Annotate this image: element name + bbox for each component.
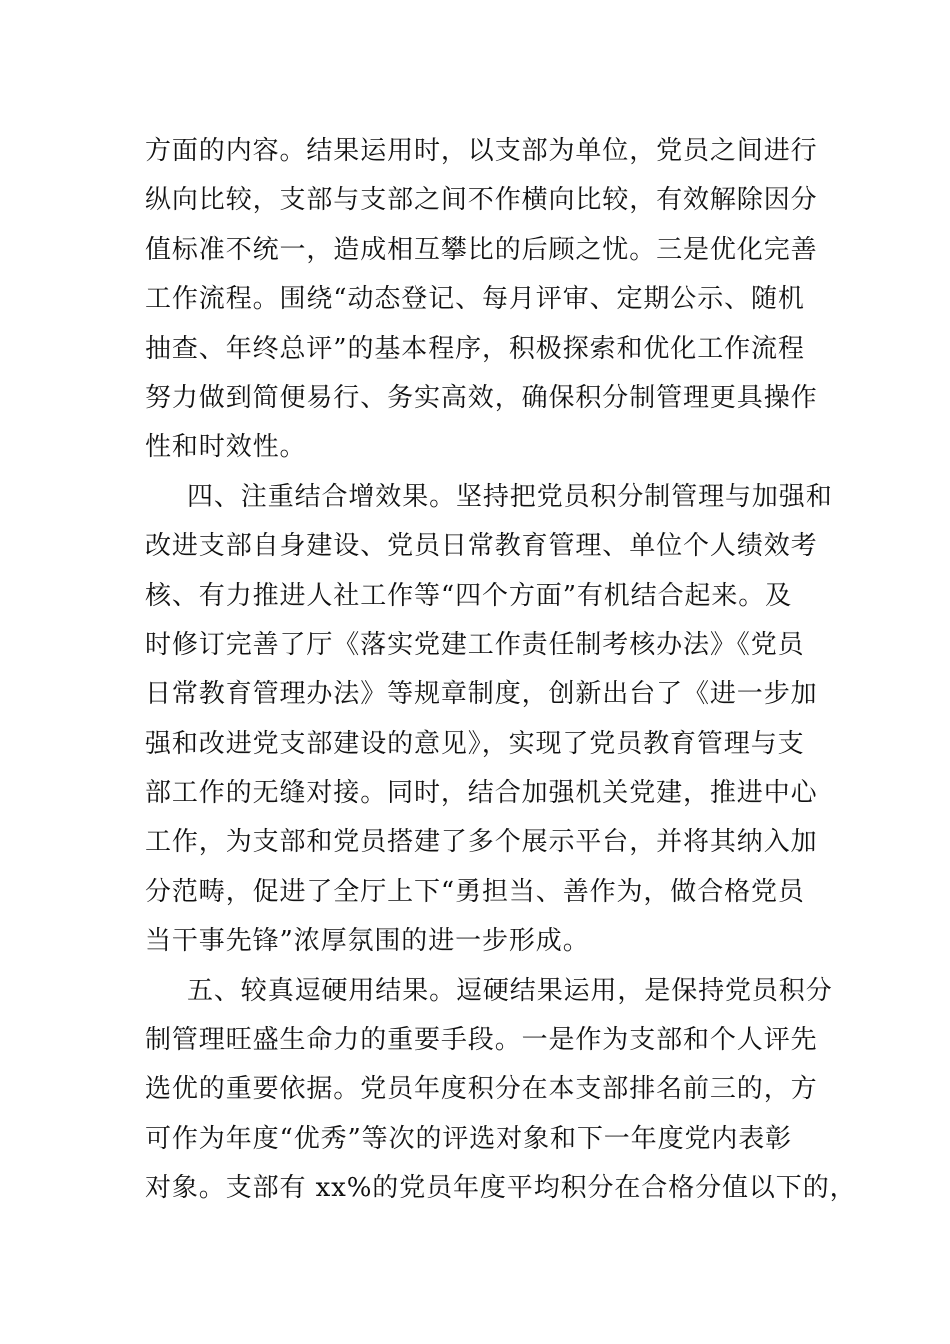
text-line: 性和时效性。 bbox=[145, 432, 307, 463]
text-line: 时修订完善了厅《落实党建工作责任制考核办法》《党员 bbox=[145, 629, 805, 660]
text-line: 方面的内容。结果运用时，以支部为单位，党员之间进行 bbox=[145, 136, 818, 166]
text-line: 纵向比较，支部与支部之间不作横向比较，有效解除因分 bbox=[145, 185, 818, 216]
text-line: 日常教育管理办法》等规章制度，创新出台了《进一步加 bbox=[145, 679, 818, 710]
text-line: 强和改进党支部建设的意见》，实现了党员教育管理与支 bbox=[145, 728, 805, 759]
text-line: 当干事先锋”浓厚氛围的进一步形成。 bbox=[145, 926, 590, 957]
paragraph-heading-five: 五、较真逗硬用结果。逗硬结果运用，是保持党员积分 bbox=[187, 975, 833, 1006]
text-line: 选优的重要依据。党员年度积分在本支部排名前三的，方 bbox=[145, 1074, 818, 1105]
text-line: 工作，为支部和党员搭建了多个展示平台，并将其纳入加 bbox=[145, 827, 818, 858]
text-line: 抽查、年终总评”的基本程序，积极探索和优化工作流程 bbox=[145, 333, 805, 364]
text-line: 核、有力推进人社工作等“四个方面”有机结合起来。及 bbox=[145, 580, 793, 611]
text-line: 改进支部自身建设、党员日常教育管理、单位个人绩效考 bbox=[145, 531, 818, 562]
document-body bbox=[145, 127, 857, 1214]
text-line: 可作为年度“优秀”等次的评选对象和下一年度党内表彰 bbox=[145, 1123, 793, 1154]
text-line: 部工作的无缝对接。同时，结合加强机关党建，推进中心 bbox=[145, 778, 818, 809]
text-line: 努力做到简便易行、务实高效，确保积分制管理更具操作 bbox=[145, 382, 818, 413]
text-line: 对象。支部有 xx%的党员年度平均积分在合格分值以下的， bbox=[145, 1173, 857, 1204]
text-line: 工作流程。围绕“动态登记、每月评审、定期公示、随机 bbox=[145, 284, 805, 315]
paragraph-heading-four: 四、注重结合增效果。坚持把党员积分制管理与加强和 bbox=[187, 481, 833, 512]
text-line: 值标准不统一，造成相互攀比的后顾之忧。三是优化完善 bbox=[145, 234, 818, 265]
text-line: 分范畴，促进了全厅上下“勇担当、善作为，做合格党员 bbox=[145, 876, 805, 907]
text-line: 制管理旺盛生命力的重要手段。一是作为支部和个人评先 bbox=[145, 1025, 818, 1056]
